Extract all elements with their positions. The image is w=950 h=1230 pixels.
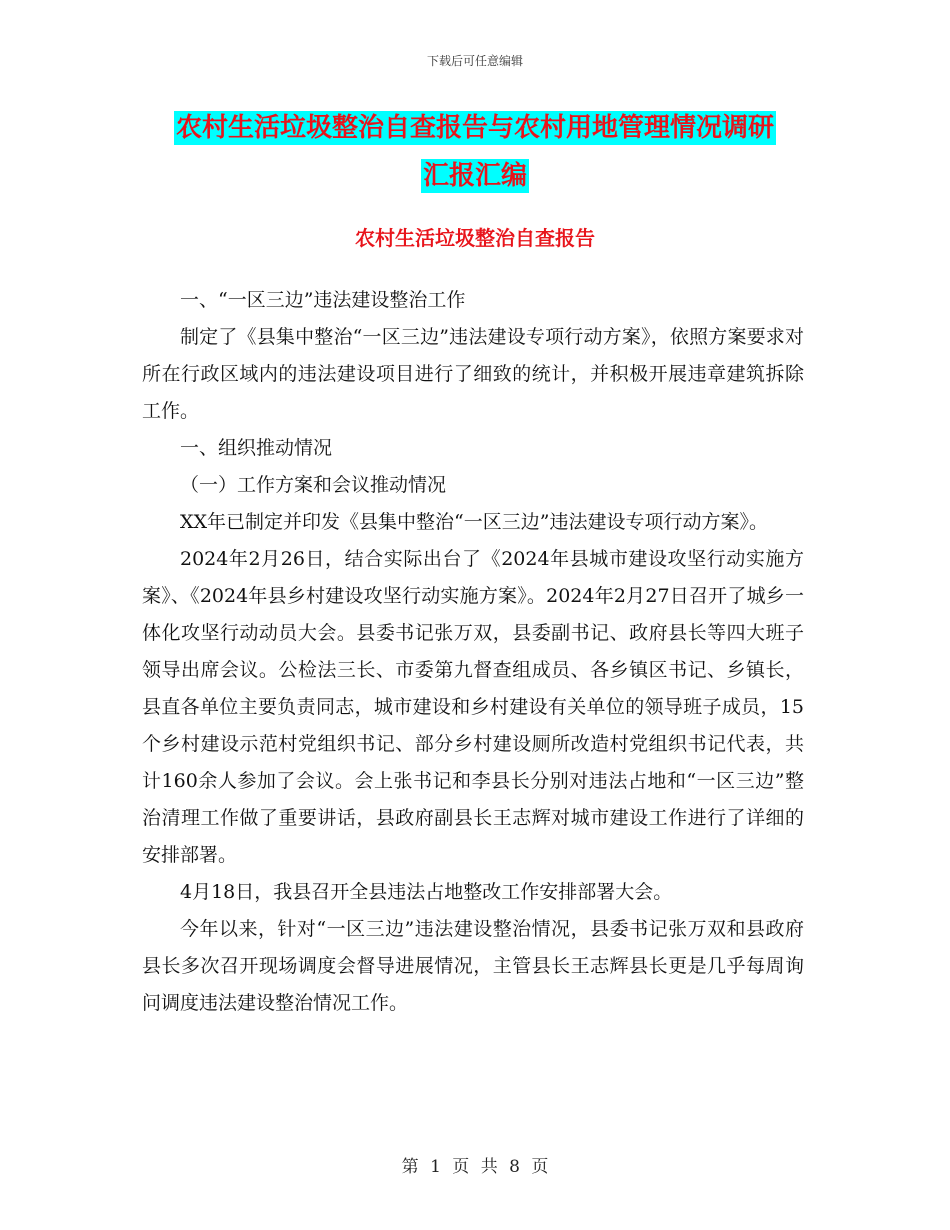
header-note: 下载后可任意编辑 <box>426 54 523 68</box>
section-title: 农村生活垃圾整治自查报告 <box>355 226 595 250</box>
paragraph: 制定了《县集中整治“一区三边”违法建设专项行动方案》，依照方案要求对所在行政区域内的违法建设项目进行了细致的统计，并积极开展违章建筑拆除工作。 <box>142 326 804 422</box>
paragraph: 2024年2月26日，结合实际出台了《2024年县城市建设攻坚行动实施方案》、《2024年县乡村建设攻坚行动实施方案》。2024年2月27日召开了城乡一体化攻坚行动动员大会。县委书记张万双，县委副书记、政府县长等四大班子领导出席会议。公检法三长、市委第九督查组成员、各乡镇区书记、乡镇长，县直各单位主要负责同志，城市建设和乡村建设有关单位的领导班子成员，15个乡村建设示范村党组织书记、部分乡村建设厕所改造村党组织书记代表，共计160余人参加了会议。会上张书记和李县长分别对违法占地和“一区三边”整治清理工作做了重要讲话，县政府副县长王志辉对城市建设工作进行了详细的安排部署。 <box>142 548 804 866</box>
document-title-line-2: 汇报汇编 <box>422 161 527 191</box>
heading-illegal-construction: 一、“一区三边”违法建设整治工作 <box>180 289 466 311</box>
subheading-work-plan: （一）工作方案和会议推动情况 <box>180 474 447 496</box>
body-text <box>142 282 804 1022</box>
heading-organization: 一、组织推动情况 <box>180 437 333 459</box>
document-title-line-1: 农村生活垃圾整治自查报告与农村用地管理情况调研 <box>175 113 774 143</box>
document-title <box>0 104 950 200</box>
paragraph: 4月18日，我县召开全县违法占地整改工作安排部署大会。 <box>180 881 673 903</box>
paragraph: XX年已制定并印发《县集中整治“一区三边”违法建设专项行动方案》。 <box>180 511 768 533</box>
page-number: 第 1 页 共 8 页 <box>401 1157 549 1177</box>
paragraph: 今年以来，针对“一区三边”违法建设整治情况，县委书记张万双和县政府县长多次召开现场调度会督导进展情况，主管县长王志辉县长更是几乎每周询问调度违法建设整治情况工作。 <box>142 918 804 1014</box>
